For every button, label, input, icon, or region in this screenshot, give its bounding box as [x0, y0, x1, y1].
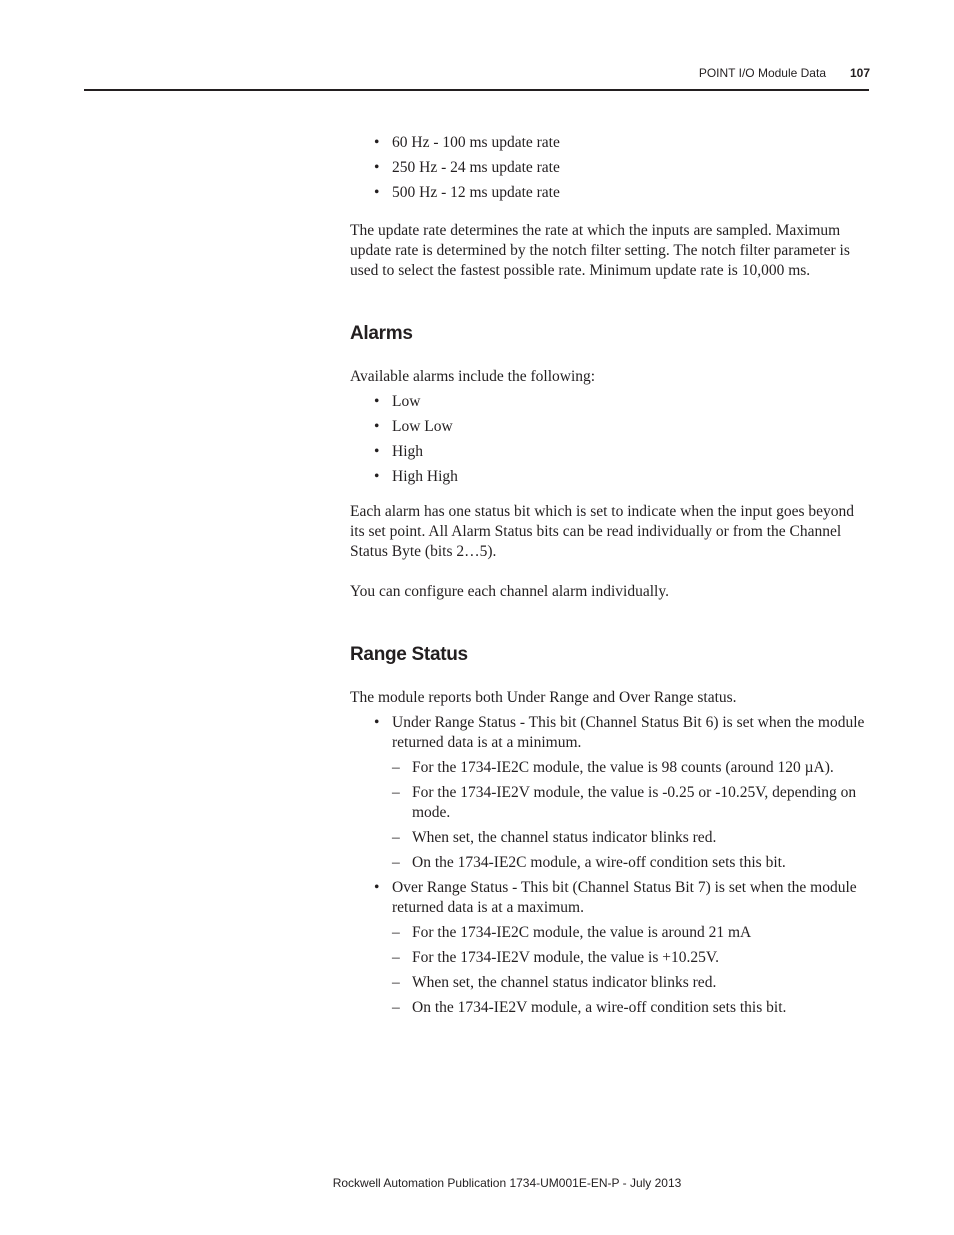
sublist-item-text: On the 1734-IE2V module, a wire-off condition sets this bit.: [412, 999, 787, 1016]
list-item-text: Low: [392, 393, 421, 410]
sublist-item: [392, 828, 870, 848]
list-item-text: 250 Hz - 24 ms update rate: [392, 159, 560, 176]
list-item: [350, 467, 870, 487]
dash-icon: –: [392, 759, 400, 776]
sublist-item-text: For the 1734-IE2C module, the value is around 21 mA: [412, 924, 752, 941]
sublist-item: [392, 758, 870, 778]
range-status-list: [350, 713, 870, 1018]
list-item: [350, 183, 870, 203]
dash-icon: –: [392, 924, 400, 941]
sublist-item-text: For the 1734-IE2V module, the value is +10.25V.: [412, 949, 719, 966]
list-item-text: 500 Hz - 12 ms update rate: [392, 184, 560, 201]
page-footer: Rockwell Automation Publication 1734-UM001E-EN-P - July 2013: [332, 1176, 682, 1190]
list-item: [350, 417, 870, 437]
list-item: [350, 878, 870, 1018]
over-range-sublist: [392, 923, 870, 1018]
range-status-heading: Range Status: [350, 644, 468, 665]
dash-icon: –: [392, 974, 400, 991]
dash-icon: –: [392, 949, 400, 966]
sublist-item-text: When set, the channel status indicator blinks red.: [412, 974, 717, 991]
bullet-icon: •: [374, 418, 380, 435]
list-item-text: High High: [392, 468, 458, 485]
alarms-intro: Available alarms include the following:: [350, 368, 596, 385]
list-item: [350, 158, 870, 178]
list-item: [350, 392, 870, 412]
sublist-item: [392, 923, 870, 943]
update-rate-list: [350, 133, 870, 203]
sublist-item-text: For the 1734-IE2V module, the value is -0.25 or -10.25V, depending on mode.: [412, 784, 857, 821]
sublist-item: [392, 973, 870, 993]
list-item-text: Under Range Status - This bit (Channel Status Bit 6) is set when the module returned data is at a minimum.: [392, 714, 865, 751]
dash-icon: –: [392, 784, 400, 801]
header-divider: [84, 89, 869, 91]
running-header-title: POINT I/O Module Data: [698, 66, 826, 80]
alarm-list: [350, 392, 870, 487]
page-number: 107: [850, 66, 871, 80]
alarms-heading: Alarms: [350, 323, 413, 344]
sublist-item: [392, 853, 870, 873]
bullet-icon: •: [374, 468, 380, 485]
list-item: [350, 442, 870, 462]
dash-icon: –: [392, 854, 400, 871]
list-item: [350, 133, 870, 153]
dash-icon: –: [392, 829, 400, 846]
bullet-icon: •: [374, 184, 380, 201]
sublist-item: [392, 998, 870, 1018]
list-item-text: High: [392, 443, 423, 460]
sublist-item-text: For the 1734-IE2C module, the value is 98 counts (around 120 µA).: [412, 759, 834, 776]
sublist-item: [392, 783, 870, 823]
dash-icon: –: [392, 999, 400, 1016]
range-status-intro: The module reports both Under Range and Over Range status.: [350, 689, 737, 706]
list-item-text: Over Range Status - This bit (Channel Status Bit 7) is set when the module returned data is at a maximum.: [392, 879, 857, 916]
bullet-icon: •: [374, 879, 380, 896]
bullet-icon: •: [374, 443, 380, 460]
page-content: [350, 133, 870, 1023]
alarms-paragraph: Each alarm has one status bit which is set to indicate when the input goes beyond its set point. All Alarm Status bits can be read individually or from the Channel Status Byte (bits 2…5).: [350, 503, 855, 560]
sublist-item-text: When set, the channel status indicator blinks red.: [412, 829, 717, 846]
alarms-configure-paragraph: You can configure each channel alarm individually.: [350, 583, 669, 600]
update-rate-paragraph: The update rate determines the rate at which the inputs are sampled. Maximum update rate is determined by the notch filter setting. The notch filter parameter is used to select the fastest possible rate. Minimum update rate is 10,000 ms.: [350, 222, 850, 279]
bullet-icon: •: [374, 134, 380, 151]
bullet-icon: •: [374, 393, 380, 410]
list-item-text: 60 Hz - 100 ms update rate: [392, 134, 560, 151]
bullet-icon: •: [374, 159, 380, 176]
bullet-icon: •: [374, 714, 380, 731]
list-item: [350, 713, 870, 873]
sublist-item-text: On the 1734-IE2C module, a wire-off condition sets this bit.: [412, 854, 786, 871]
list-item-text: Low Low: [392, 418, 453, 435]
sublist-item: [392, 948, 870, 968]
under-range-sublist: [392, 758, 870, 873]
